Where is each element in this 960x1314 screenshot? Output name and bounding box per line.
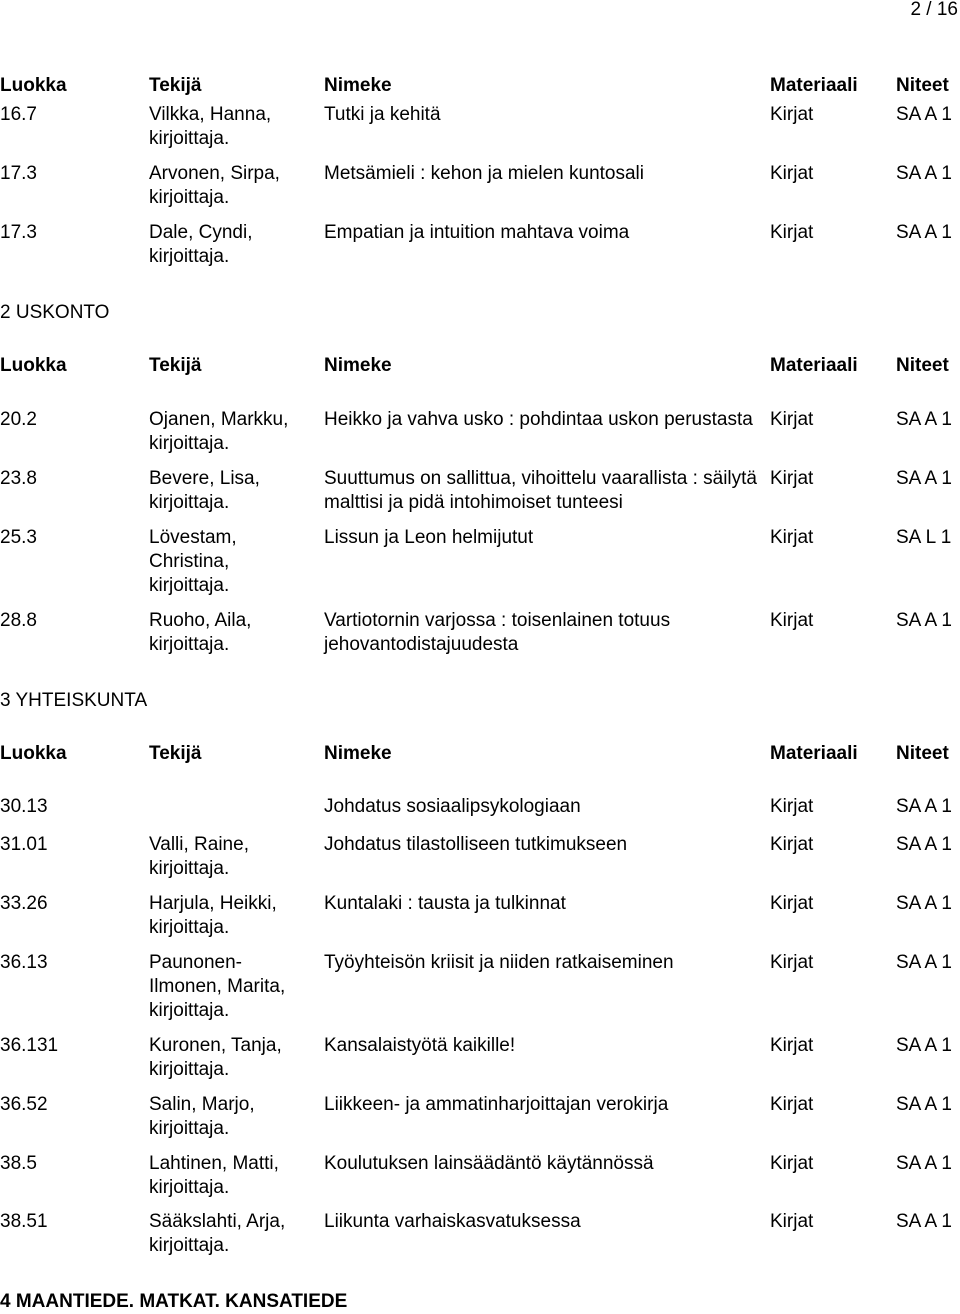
cell-materiaali: Kirjat [770, 893, 814, 914]
cell-tekija: Lahtinen, Matti, kirjoittaja. [149, 1153, 279, 1198]
cell-materiaali: Kirjat [770, 527, 814, 548]
header-nimeke: Nimeke [324, 75, 392, 96]
cell-niteet: SA A 1 [896, 1211, 952, 1232]
cell-niteet: SA A 1 [896, 1094, 952, 1115]
cell-nimeke: Liikkeen- ja ammatinharjoittajan verokirja [324, 1094, 669, 1115]
cell-niteet: SA A 1 [896, 409, 952, 430]
cell-niteet: SA A 1 [896, 796, 952, 817]
header-luokka: Luokka [0, 355, 67, 376]
cell-tekija: Vilkka, Hanna, kirjoittaja. [149, 104, 272, 149]
cell-luokka: 16.7 [0, 104, 37, 125]
cell-materiaali: Kirjat [770, 163, 814, 184]
cell-nimeke: Lissun ja Leon helmijutut [324, 527, 534, 548]
section-title-maantiede: 4 MAANTIEDE. MATKAT. KANSATIEDE [0, 1291, 348, 1312]
cell-materiaali: Kirjat [770, 1094, 814, 1115]
cell-niteet: SA A 1 [896, 893, 952, 914]
header-niteet: Niteet [896, 743, 949, 764]
cell-tekija: Dale, Cyndi, kirjoittaja. [149, 222, 253, 267]
cell-niteet: SA A 1 [896, 1153, 952, 1174]
cell-luokka: 17.3 [0, 163, 37, 184]
header-luokka: Luokka [0, 75, 67, 96]
cell-materiaali: Kirjat [770, 834, 814, 855]
cell-niteet: SA A 1 [896, 468, 952, 489]
cell-nimeke: Vartiotornin varjossa : toisenlainen totuus jehovantodistajuudesta [324, 610, 671, 655]
cell-luokka: 38.51 [0, 1211, 48, 1232]
cell-tekija: Salin, Marjo, kirjoittaja. [149, 1094, 255, 1139]
cell-niteet: SA L 1 [896, 527, 952, 548]
cell-materiaali: Kirjat [770, 1153, 814, 1174]
cell-tekija: Valli, Raine, kirjoittaja. [149, 834, 249, 879]
cell-tekija: Harjula, Heikki, kirjoittaja. [149, 893, 277, 938]
header-nimeke: Nimeke [324, 355, 392, 376]
section-title-uskonto: 2 USKONTO [0, 302, 110, 323]
cell-nimeke: Empatian ja intuition mahtava voima [324, 222, 630, 243]
cell-luokka: 25.3 [0, 527, 37, 548]
cell-tekija: Arvonen, Sirpa, kirjoittaja. [149, 163, 280, 208]
header-niteet: Niteet [896, 355, 949, 376]
cell-niteet: SA A 1 [896, 1035, 952, 1056]
page-number: 2 / 16 [910, 0, 958, 20]
header-materiaali: Materiaali [770, 743, 858, 764]
cell-nimeke: Kuntalaki : tausta ja tulkinnat [324, 893, 566, 914]
cell-materiaali: Kirjat [770, 468, 814, 489]
cell-niteet: SA A 1 [896, 952, 952, 973]
cell-niteet: SA A 1 [896, 163, 952, 184]
cell-nimeke: Johdatus sosiaalipsykologiaan [324, 796, 581, 817]
cell-materiaali: Kirjat [770, 952, 814, 973]
cell-luokka: 23.8 [0, 468, 37, 489]
cell-nimeke: Koulutuksen lainsäädäntö käytännössä [324, 1153, 654, 1174]
cell-luokka: 30.13 [0, 796, 48, 817]
cell-niteet: SA A 1 [896, 834, 952, 855]
cell-niteet: SA A 1 [896, 104, 952, 125]
cell-nimeke: Liikunta varhaiskasvatuksessa [324, 1211, 581, 1232]
header-materiaali: Materiaali [770, 355, 858, 376]
cell-tekija: Lövestam, Christina, kirjoittaja. [149, 527, 237, 596]
header-luokka: Luokka [0, 743, 67, 764]
cell-nimeke: Heikko ja vahva usko : pohdintaa uskon perustasta [324, 409, 753, 430]
cell-luokka: 33.26 [0, 893, 48, 914]
cell-luokka: 36.13 [0, 952, 48, 973]
cell-luokka: 38.5 [0, 1153, 37, 1174]
cell-materiaali: Kirjat [770, 610, 814, 631]
header-tekija: Tekijä [149, 743, 202, 764]
cell-niteet: SA A 1 [896, 222, 952, 243]
cell-materiaali: Kirjat [770, 104, 814, 125]
section-title-yhteiskunta: 3 YHTEISKUNTA [0, 690, 148, 711]
cell-luokka: 36.52 [0, 1094, 48, 1115]
cell-materiaali: Kirjat [770, 1211, 814, 1232]
cell-luokka: 31.01 [0, 834, 48, 855]
header-niteet: Niteet [896, 75, 949, 96]
cell-tekija: Kuronen, Tanja, kirjoittaja. [149, 1035, 282, 1080]
cell-tekija: Sääkslahti, Arja, kirjoittaja. [149, 1211, 286, 1256]
header-materiaali: Materiaali [770, 75, 858, 96]
cell-luokka: 36.131 [0, 1035, 59, 1056]
header-tekija: Tekijä [149, 355, 202, 376]
cell-nimeke: Tutki ja kehitä [324, 104, 441, 125]
cell-nimeke: Metsämieli : kehon ja mielen kuntosali [324, 163, 644, 184]
cell-materiaali: Kirjat [770, 222, 814, 243]
cell-tekija: Paunonen-Ilmonen, Marita, kirjoittaja. [149, 952, 286, 1021]
cell-materiaali: Kirjat [770, 1035, 814, 1056]
cell-luokka: 17.3 [0, 222, 37, 243]
cell-nimeke: Kansalaistyötä kaikille! [324, 1035, 516, 1056]
cell-tekija: Ojanen, Markku, kirjoittaja. [149, 409, 289, 454]
cell-tekija: Ruoho, Aila, kirjoittaja. [149, 610, 252, 655]
cell-luokka: 20.2 [0, 409, 37, 430]
cell-materiaali: Kirjat [770, 796, 814, 817]
cell-nimeke: Suuttumus on sallittua, vihoittelu vaarallista : säilytä malttisi ja pidä intohimoiset tunteesi [324, 468, 757, 513]
cell-niteet: SA A 1 [896, 610, 952, 631]
header-nimeke: Nimeke [324, 743, 392, 764]
cell-tekija: Bevere, Lisa, kirjoittaja. [149, 468, 260, 513]
cell-materiaali: Kirjat [770, 409, 814, 430]
header-tekija: Tekijä [149, 75, 202, 96]
cell-luokka: 28.8 [0, 610, 37, 631]
cell-nimeke: Johdatus tilastolliseen tutkimukseen [324, 834, 628, 855]
cell-nimeke: Työyhteisön kriisit ja niiden ratkaiseminen [324, 952, 674, 973]
